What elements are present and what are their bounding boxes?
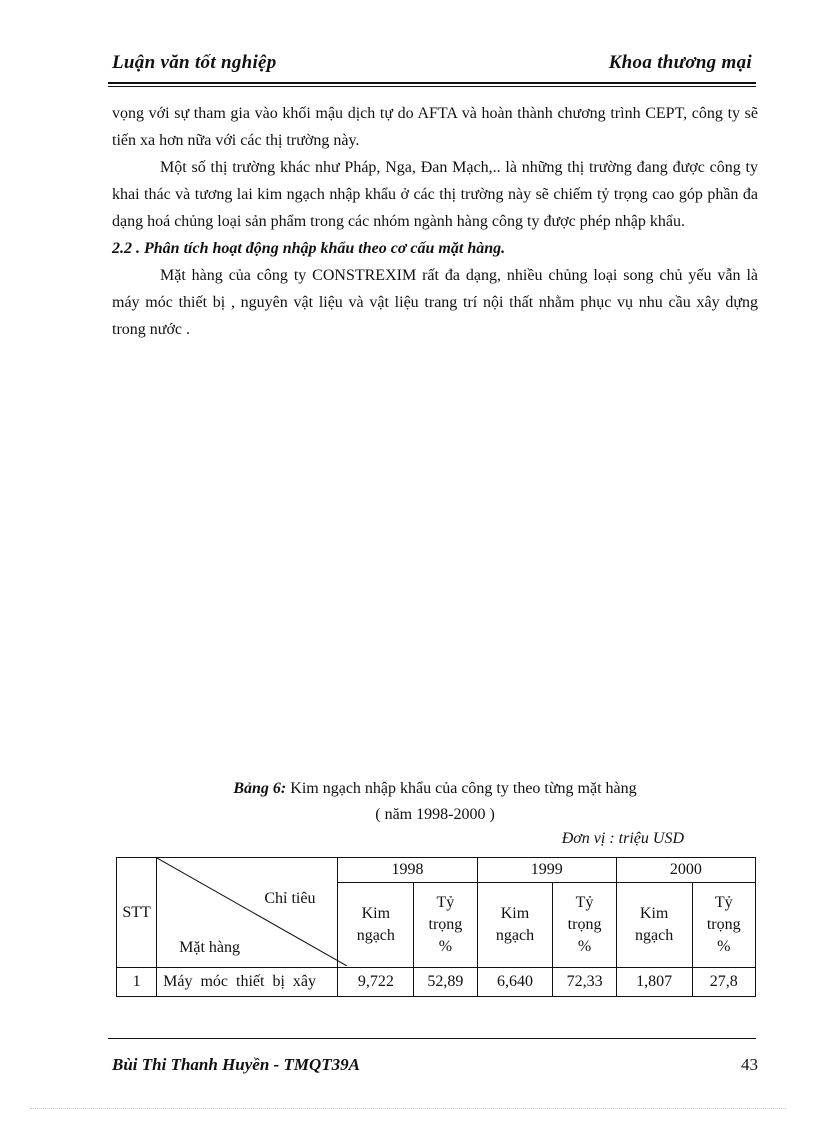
row-share-1998: 52,89	[414, 968, 477, 997]
section-heading: 2.2 . Phân tích hoạt động nhập khẩu theo cơ cấu mặt hàng.	[112, 240, 506, 257]
row-value-2000: 1,807	[616, 968, 692, 997]
header-kim-ngach-2000: Kim ngạch	[616, 883, 692, 968]
header-year-1998: 1998	[338, 858, 477, 883]
row-share-1999: 72,33	[553, 968, 616, 997]
header-year-2000: 2000	[616, 858, 755, 883]
footer-rule	[108, 1038, 756, 1039]
header-ty-trong-1998: Tỷ trọng %	[414, 883, 477, 968]
table-unit: Đơn vị : triệu USD	[561, 830, 684, 847]
caption-label: Bảng 6:	[233, 780, 287, 797]
body-text	[112, 100, 758, 343]
header-faculty: Khoa thương mại	[608, 52, 752, 73]
caption-text: Kim ngạch nhập khẩu của công ty theo từng mặt hàng	[286, 780, 637, 797]
row-value-1998: 9,722	[338, 968, 414, 997]
paragraph-1: vọng với sự tham gia vào khối mậu dịch tự do AFTA và hoàn thành chương trình CEPT, công ty sẽ tiến xa hơn nữa với các thị trường này.	[112, 105, 758, 149]
header-kim-ngach-1999: Kim ngạch	[477, 883, 553, 968]
footer-author: Bùi Thi Thanh Huyền - TMQT39A	[112, 1055, 360, 1074]
header-year-1999: 1999	[477, 858, 616, 883]
row-value-1999: 6,640	[477, 968, 553, 997]
row-item-name: Máy móc thiết bị xây	[157, 968, 338, 997]
page-number: 43	[741, 1055, 758, 1074]
paragraph-2: Một số thị trường khác như Pháp, Nga, Đan Mạch,.. là những thị trường đang được công ty khai thác và tương lai kim ngạch nhập khẩu ở các thị trường này sẽ chiếm tỷ trọng cao góp phần đa dạng hoá chủng loại sản phẩm trong các nhóm ngành hàng công ty được phép nhập khẩu.	[112, 159, 758, 230]
caption-years: ( năm 1998-2000 )	[375, 806, 495, 823]
page-edge-dots	[30, 1108, 786, 1109]
header-stt: STT	[117, 858, 157, 968]
header-thesis-title: Luận văn tốt nghiệp	[112, 52, 277, 73]
header-kim-ngach-1998: Kim ngạch	[338, 883, 414, 968]
header-ty-trong-2000: Tỷ trọng %	[692, 883, 755, 968]
table-caption	[112, 776, 758, 828]
row-share-2000: 27,8	[692, 968, 755, 997]
table-header-row	[117, 858, 756, 883]
header-ty-trong-1999: Tỷ trọng %	[553, 883, 616, 968]
header-chi-tieu: Chỉ tiêu	[264, 890, 316, 907]
table-row	[117, 968, 756, 997]
import-table	[116, 857, 756, 997]
header-rule	[108, 82, 756, 87]
row-stt: 1	[117, 968, 157, 997]
header-mat-hang: Mặt hàng	[179, 939, 241, 956]
paragraph-3: Mặt hàng của công ty CONSTREXIM rất đa dạng, nhiều chủng loại song chủ yếu vẫn là máy móc thiết bị , nguyên vật liệu và vật liệu trang trí nội thất nhằm phục vụ nhu cầu xây dựng trong nước .	[112, 267, 758, 338]
header-diagonal-cell	[157, 858, 338, 968]
